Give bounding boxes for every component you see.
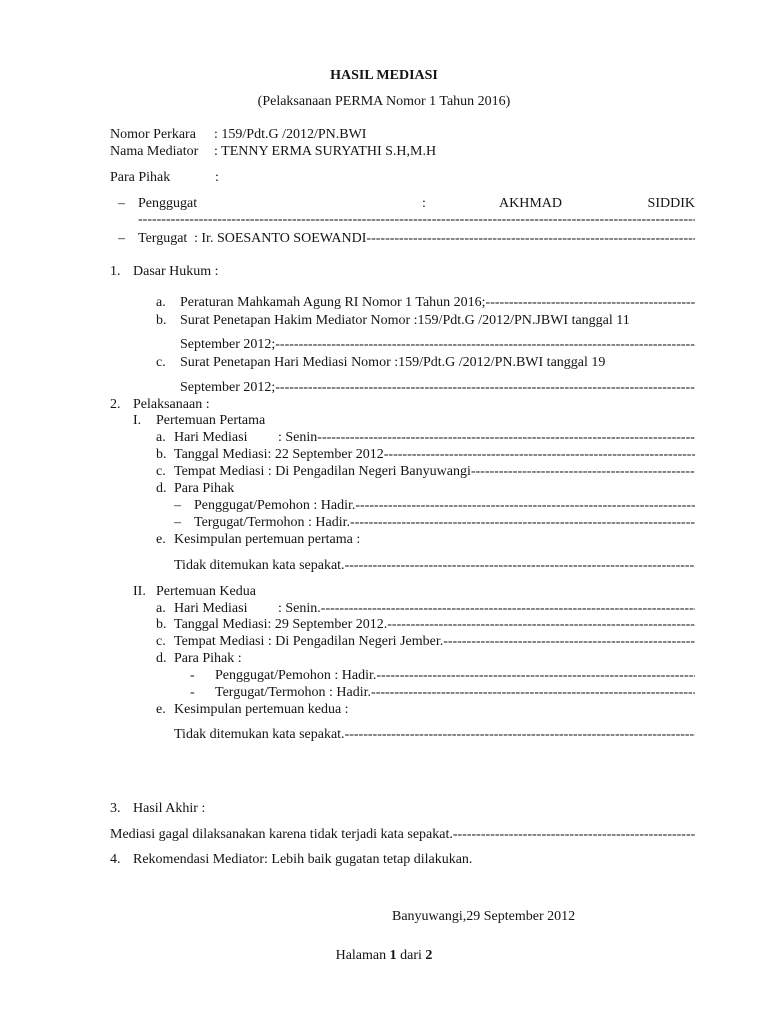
dasar-hukum-item-b xyxy=(156,312,695,330)
para-pihak-colon: : xyxy=(215,170,219,185)
tergugat-label: Tergugat xyxy=(138,231,188,246)
field-text: Tempat Mediasi : Di Pengadilan Negeri Banyuwangi xyxy=(174,464,471,479)
field-text: Tergugat/Termohon : Hadir. xyxy=(215,685,372,700)
pertemuan-pertama-number: I. xyxy=(133,413,142,428)
pertama-tanggal-mediasi xyxy=(156,446,695,464)
pertama-tempat-mediasi xyxy=(156,463,695,481)
page-footer xyxy=(0,947,768,965)
field-label: Hari Mediasi xyxy=(174,601,248,616)
kedua-kesimpulan xyxy=(174,726,695,744)
item-marker: b. xyxy=(156,313,167,328)
item-marker: a. xyxy=(156,601,166,616)
field-text: Tanggal Mediasi: 29 September 2012. xyxy=(174,617,388,632)
para-pihak-label: Para Pihak xyxy=(110,170,171,185)
penggugat-colon: : xyxy=(422,196,426,211)
document-subtitle: (Pelaksanaan PERMA Nomor 1 Tahun 2016) xyxy=(257,94,511,109)
penggugat-bullet: – xyxy=(118,196,125,211)
footer-prefix: Halaman xyxy=(335,948,390,963)
page-total: 2 xyxy=(425,948,433,963)
item-marker: b. xyxy=(156,617,167,632)
item-text: Surat Penetapan Hakim Mediator Nomor :159/Pdt.G /2012/PN.JBWI tanggal 11 xyxy=(180,313,630,328)
dasar-hukum-item-a xyxy=(156,294,695,312)
penggugat-dash-line xyxy=(138,211,695,229)
hasil-akhir-text: Mediasi gagal dilaksanakan karena tidak terjadi kata sepakat. xyxy=(110,827,453,842)
conclusion-text: Tidak ditemukan kata sepakat. xyxy=(174,558,345,573)
dasar-hukum-heading xyxy=(110,263,410,281)
pertama-penggugat-hadir xyxy=(174,497,695,515)
nomor-perkara-row xyxy=(110,126,690,144)
kedua-tempat-mediasi xyxy=(156,633,695,651)
item-marker: c. xyxy=(156,355,166,370)
hasil-akhir-number: 3. xyxy=(110,801,121,816)
field-text: Tempat Mediasi : Di Pengadilan Negeri Jember. xyxy=(174,634,444,649)
field-label: Kesimpulan pertemuan pertama : xyxy=(174,532,361,547)
rekomendasi-number: 4. xyxy=(110,852,121,867)
nomor-perkara-label: Nomor Perkara xyxy=(110,127,196,142)
field-text: Tanggal Mediasi: 22 September 2012 xyxy=(174,447,384,462)
item-marker: c. xyxy=(156,634,166,649)
conclusion-text: Tidak ditemukan kata sepakat. xyxy=(174,727,345,742)
bullet: – xyxy=(174,498,181,513)
dasar-hukum-item-c xyxy=(156,354,695,372)
nama-mediator-label: Nama Mediator xyxy=(110,144,199,159)
item-marker: b. xyxy=(156,447,167,462)
field-label: Kesimpulan pertemuan kedua : xyxy=(174,702,349,717)
pertemuan-kedua-number: II. xyxy=(133,584,146,599)
pertama-para-pihak xyxy=(156,480,456,498)
nama-mediator-value: : TENNY ERMA SURYATHI S.H,M.H xyxy=(214,144,437,159)
item-marker: d. xyxy=(156,651,167,666)
item-marker: c. xyxy=(156,464,166,479)
kedua-penggugat-hadir xyxy=(190,667,695,685)
bullet: – xyxy=(174,515,181,530)
field-label: Para Pihak xyxy=(174,481,235,496)
hasil-akhir-label: Hasil Akhir : xyxy=(133,801,206,816)
item-marker: a. xyxy=(156,295,166,310)
hasil-akhir-heading xyxy=(110,800,410,818)
penggugat-last-name: SIDDIK xyxy=(647,196,695,211)
kedua-para-pihak xyxy=(156,650,456,668)
item-marker: e. xyxy=(156,702,166,717)
bullet: - xyxy=(190,668,195,683)
page-number: 1 xyxy=(389,948,397,963)
rekomendasi-row xyxy=(110,851,695,869)
pertama-tergugat-hadir xyxy=(174,514,695,532)
nomor-perkara-value: : 159/Pdt.G /2012/PN.BWI xyxy=(214,127,367,142)
item-marker: a. xyxy=(156,430,166,445)
field-text: Penggugat/Pemohon : Hadir. xyxy=(194,498,356,513)
field-value: : Senin. xyxy=(278,601,321,616)
dasar-hukum-item-c-cont xyxy=(180,379,695,397)
tergugat-bullet: – xyxy=(118,231,125,246)
dasar-hukum-item-b-cont xyxy=(180,336,695,354)
kedua-kesimpulan-label xyxy=(156,701,556,719)
pertemuan-pertama-label: Pertemuan Pertama xyxy=(156,413,266,428)
place-date: Banyuwangi,29 September 2012 xyxy=(392,909,576,924)
field-text: Penggugat/Pemohon : Hadir. xyxy=(215,668,377,683)
pertemuan-kedua-label: Pertemuan Kedua xyxy=(156,584,256,599)
pertemuan-pertama-heading xyxy=(133,412,433,430)
hasil-akhir-text-row xyxy=(110,826,695,844)
document-title: HASIL MEDIASI xyxy=(330,68,438,83)
tergugat-row xyxy=(118,230,695,248)
pertama-kesimpulan xyxy=(174,557,695,575)
footer-middle: dari xyxy=(396,948,426,963)
pertama-kesimpulan-label xyxy=(156,531,556,549)
rekomendasi-text: Rekomendasi Mediator: Lebih baik gugatan tetap dilakukan. xyxy=(133,852,473,867)
dasar-hukum-label: Dasar Hukum : xyxy=(133,264,219,279)
pertemuan-kedua-heading xyxy=(133,583,433,601)
penggugat-first-name: AKHMAD xyxy=(499,196,562,211)
item-text: Surat Penetapan Hari Mediasi Nomor :159/Pdt.G /2012/PN.BWI tanggal 19 xyxy=(180,355,606,370)
item-text: Peraturan Mahkamah Agung RI Nomor 1 Tahun 2016; xyxy=(180,295,486,310)
field-text: Tergugat/Termohon : Hadir. xyxy=(194,515,351,530)
kedua-tergugat-hadir xyxy=(190,684,695,702)
bullet: - xyxy=(190,685,195,700)
nama-mediator-row xyxy=(110,143,690,161)
tergugat-value: : Ir. SOESANTO SOEWANDI xyxy=(194,231,367,246)
dasar-hukum-number: 1. xyxy=(110,264,121,279)
field-label: Para Pihak : xyxy=(174,651,242,666)
field-label: Hari Mediasi xyxy=(174,430,248,445)
item-marker: e. xyxy=(156,532,166,547)
pelaksanaan-number: 2. xyxy=(110,397,121,412)
pelaksanaan-label: Pelaksanaan : xyxy=(133,397,210,412)
kedua-tanggal-mediasi xyxy=(156,616,695,634)
item-text: September 2012; xyxy=(180,337,276,352)
item-text: September 2012; xyxy=(180,380,276,395)
para-pihak-row xyxy=(110,169,410,187)
penggugat-label: Penggugat xyxy=(138,196,198,211)
pertama-hari-mediasi xyxy=(156,429,695,447)
field-value: : Senin xyxy=(278,430,318,445)
item-marker: d. xyxy=(156,481,167,496)
